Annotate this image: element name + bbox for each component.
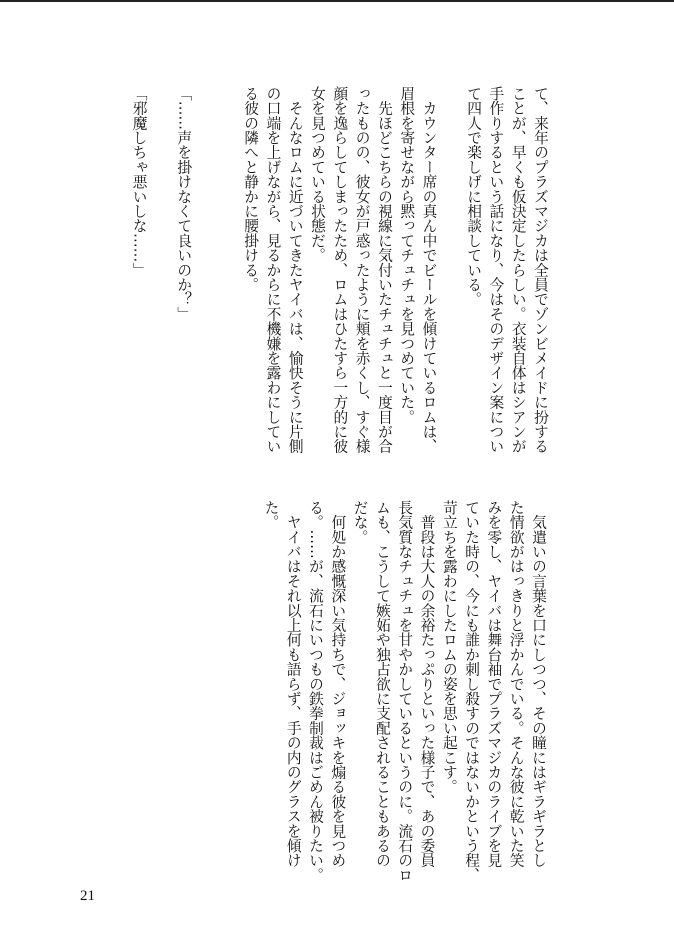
- text-line: [194, 86, 216, 466]
- text-line: た。: [262, 500, 280, 530]
- text-line: [150, 86, 172, 466]
- text-line: ていた時の、今にも誰か刺し殺すのではないかという程、: [463, 500, 481, 883]
- text-line: 顔を逸らしてしまったため、ロムはひたすら一方的に彼: [331, 86, 349, 454]
- top-border-rule: [0, 0, 674, 2]
- text-line: て、来年のプラズマジカは全員でゾンビメイドに扮する: [532, 86, 549, 454]
- text-line: 眉根を寄せながら黙ってチュチュを見つめていた。: [398, 86, 416, 425]
- text-line: そんなロムに近づいてきたヤイバは、愉快そうに片側: [286, 86, 304, 454]
- text-line: ったものの、彼女が戸惑ったように頬を赤くし、すぐ様: [353, 86, 371, 454]
- text-line: ヤイバはそれ以上何も語らず、手の内のグラスを傾け: [284, 500, 302, 868]
- text-line: だな。: [351, 500, 369, 545]
- text-line: 「邪魔しちゃ悪いしな……」: [130, 86, 148, 278]
- text-line: て四人で楽しげに相談している。: [465, 86, 483, 307]
- text-line: 何処か感慨深い気持ちで、ジョッキを煽る彼を見つめ: [329, 500, 347, 868]
- text-line: 先ほどこちらの視線に気付いたチュチュと一度目が合: [375, 86, 393, 454]
- text-line: の口端を上げながら、見るからに不機嫌を露わにしてい: [264, 86, 282, 454]
- upper-text-block: [127, 86, 551, 466]
- text-line: る。……が、流石にいつもの鉄拳制裁はごめん被りたい。: [307, 500, 325, 883]
- text-line: [440, 86, 462, 466]
- text-line: ムも、こうして嫉妬や独占欲に支配されることもあるの: [373, 500, 391, 868]
- text-line: 女を見つめている状態だ。: [309, 86, 327, 263]
- text-line: [217, 86, 239, 466]
- page-number: 21: [80, 888, 95, 904]
- text-line: 「……声を掛けなくて良いのか？」: [175, 86, 193, 322]
- text-line: カウンター席の真ん中でビールを傾けているロムは、: [420, 86, 438, 454]
- lower-text-block: [259, 500, 549, 883]
- text-line: みを零し、ヤイバは舞台袖でプラズマジカのライブを見: [485, 500, 503, 868]
- text-line: 苛立ちを露わにしたロムの姿を思い起こす。: [440, 500, 458, 794]
- text-line: 手作りするという話になり、今はそのデザイン案につい: [487, 86, 505, 454]
- text-line: 普段は大人の余裕たっぷりといった様子で、あの委員: [418, 500, 436, 868]
- text-line: 長気質なチュチュを甘やかしているというのに。流石のロ: [396, 500, 414, 883]
- text-line: た情欲がはっきりと浮かんでいる。そんな彼に乾いた笑: [507, 500, 525, 868]
- text-line: る彼の隣へと静かに腰掛ける。: [242, 86, 260, 292]
- text-line: 気遣いの言葉を口にしつつ、その瞳にはギラギラとし: [530, 500, 547, 868]
- text-line: ことが、早くも仮決定したらしい。衣装自体はシアンが: [509, 86, 527, 454]
